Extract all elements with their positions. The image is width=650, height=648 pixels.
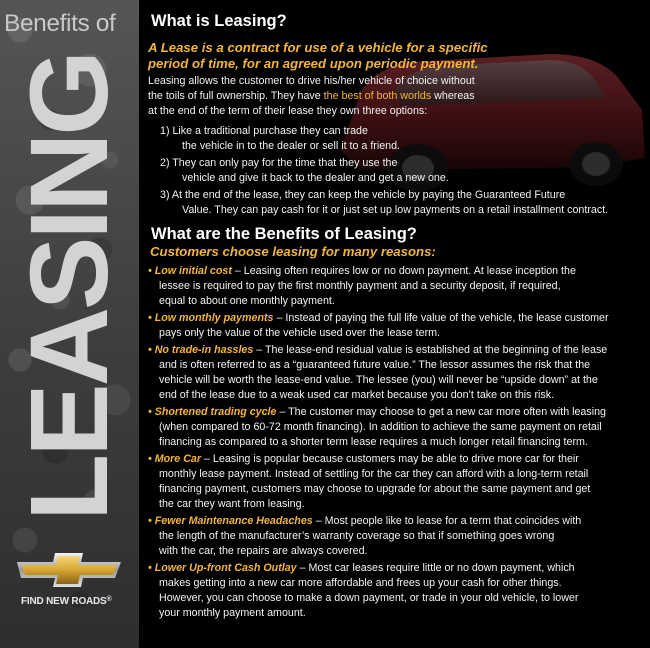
para-line-2-end: whereas [431,90,475,102]
benefit-item [148,514,646,559]
option-line-2: the vehicle in to the dealer or sell it to a friend. [182,140,401,152]
lead-statement [148,40,488,72]
benefit-line: with the car, the repairs are always covered. [159,545,368,557]
tagline-text: FIND NEW ROADS [21,596,107,607]
benefit-item [148,405,646,450]
benefit-line: pays only the value of the vehicle used over the lease term. [159,327,441,339]
lead-line-1: A Lease is a contract for use of a vehicle for a specific [148,40,488,55]
what-is-heading: What is Leasing? [151,12,287,30]
benefit-line: – The lease-end residual value is established at the beginning of the lease [253,344,608,356]
options-list [148,124,646,218]
option-line-1: 2) They can only pay for the time that they use the [160,157,398,169]
sidebar-panel [0,0,139,648]
option-line-2: Value. They can pay cash for it or just set up low payments on a retail installment contract. [182,204,609,216]
option-line-1: 3) At the end of the lease, they can keep the vehicle by paying the Guaranteed Future [160,189,566,201]
benefit-title: • Low monthly payments [148,312,274,324]
para-line-3: at the end of the term of their lease they own three options: [148,105,428,117]
what-is-paragraph [148,74,588,119]
benefit-line: and is often referred to as a “guaranteed future value.” The lessor assumes the risk that the [159,359,591,371]
option-line-1: 1) Like a traditional purchase they can trade [160,125,368,137]
para-line-1: Leasing allows the customer to drive his/her vehicle of choice without [148,75,475,87]
benefit-line: (when compared to 60-72 month financing). In addition to achieve the same payment on retail [159,421,602,433]
benefit-line: financing as compared to a shorter term lease requires a much longer retail financing term. [159,436,588,448]
benefit-line: – Leasing is popular because customers may be able to drive more car for their [201,453,579,465]
para-line-2-start: the toils of full ownership. They have [148,90,324,102]
chevrolet-bowtie-icon [15,552,123,588]
benefit-title: • Low initial cost [148,265,232,277]
lead-line-2: period of time, for an agreed upon periodic payment. [148,56,479,71]
benefit-line: vehicle will be worth the lease-end value. The lessee (you) will never be “upside down” at the [159,374,598,386]
benefits-subheading: Customers choose leasing for many reasons: [150,244,436,259]
benefit-line: end of the lease due to a weak used car market because you don’t take on this risk. [159,389,555,401]
highlight-text: the best of both worlds [323,90,432,102]
trademark-symbol: ® [106,596,112,603]
benefit-item [148,561,646,621]
benefit-title: • No trade-in hassles [148,344,254,356]
benefit-title: • Fewer Maintenance Headaches [148,515,313,527]
benefit-line: the car they want from leasing. [159,498,305,510]
benefit-line: – Instead of paying the full life value of the vehicle, the lease customer [273,312,609,324]
leasing-word: LEASING [8,53,131,521]
benefit-line: lessee is required to pay the first monthly payment and a security deposit, if required, [159,280,561,292]
benefit-title: • Lower Up-front Cash Outlay [148,562,297,574]
benefit-line: – The customer may choose to get a new car more often with leasing [276,406,606,418]
benefit-line: your monthly payment amount. [159,607,306,619]
option-item [148,188,646,218]
benefit-line: financing payment, customers may choose to upgrade for about the same payment and get [159,483,591,495]
benefit-line: the length of the manufacturer’s warranty coverage so that if something goes wrong [159,530,555,542]
benefit-line: – Leasing often requires low or no down payment. At lease inception the [231,265,576,277]
tagline [21,596,112,607]
benefit-title: • Shortened trading cycle [148,406,277,418]
benefit-line: equal to about one monthly payment. [159,295,335,307]
benefit-line: However, you can choose to make a down payment, or trade in your old vehicle, to lower [159,592,579,604]
benefit-item [148,264,646,309]
leasing-wordmark [8,42,131,532]
benefit-line: monthly lease payment. Instead of settling for the car they can afford with a long-term retail [159,468,589,480]
sidebar-title: Benefits of [4,10,116,37]
benefit-item [148,343,646,403]
benefits-list [148,264,646,623]
benefit-line: makes getting into a new car more affordable and frees up your cash for other things. [159,577,562,589]
benefit-item [148,452,646,512]
benefit-item [148,311,646,341]
benefit-line: – Most car leases require little or no down payment, which [296,562,575,574]
option-item [148,156,646,186]
benefits-heading: What are the Benefits of Leasing? [151,225,417,243]
option-line-2: vehicle and give it back to the dealer and get a new one. [182,172,449,184]
benefit-line: – Most people like to lease for a term that coincides with [312,515,582,527]
benefit-title: • More Car [148,453,202,465]
para-line-2 [148,89,588,104]
option-item [148,124,646,154]
